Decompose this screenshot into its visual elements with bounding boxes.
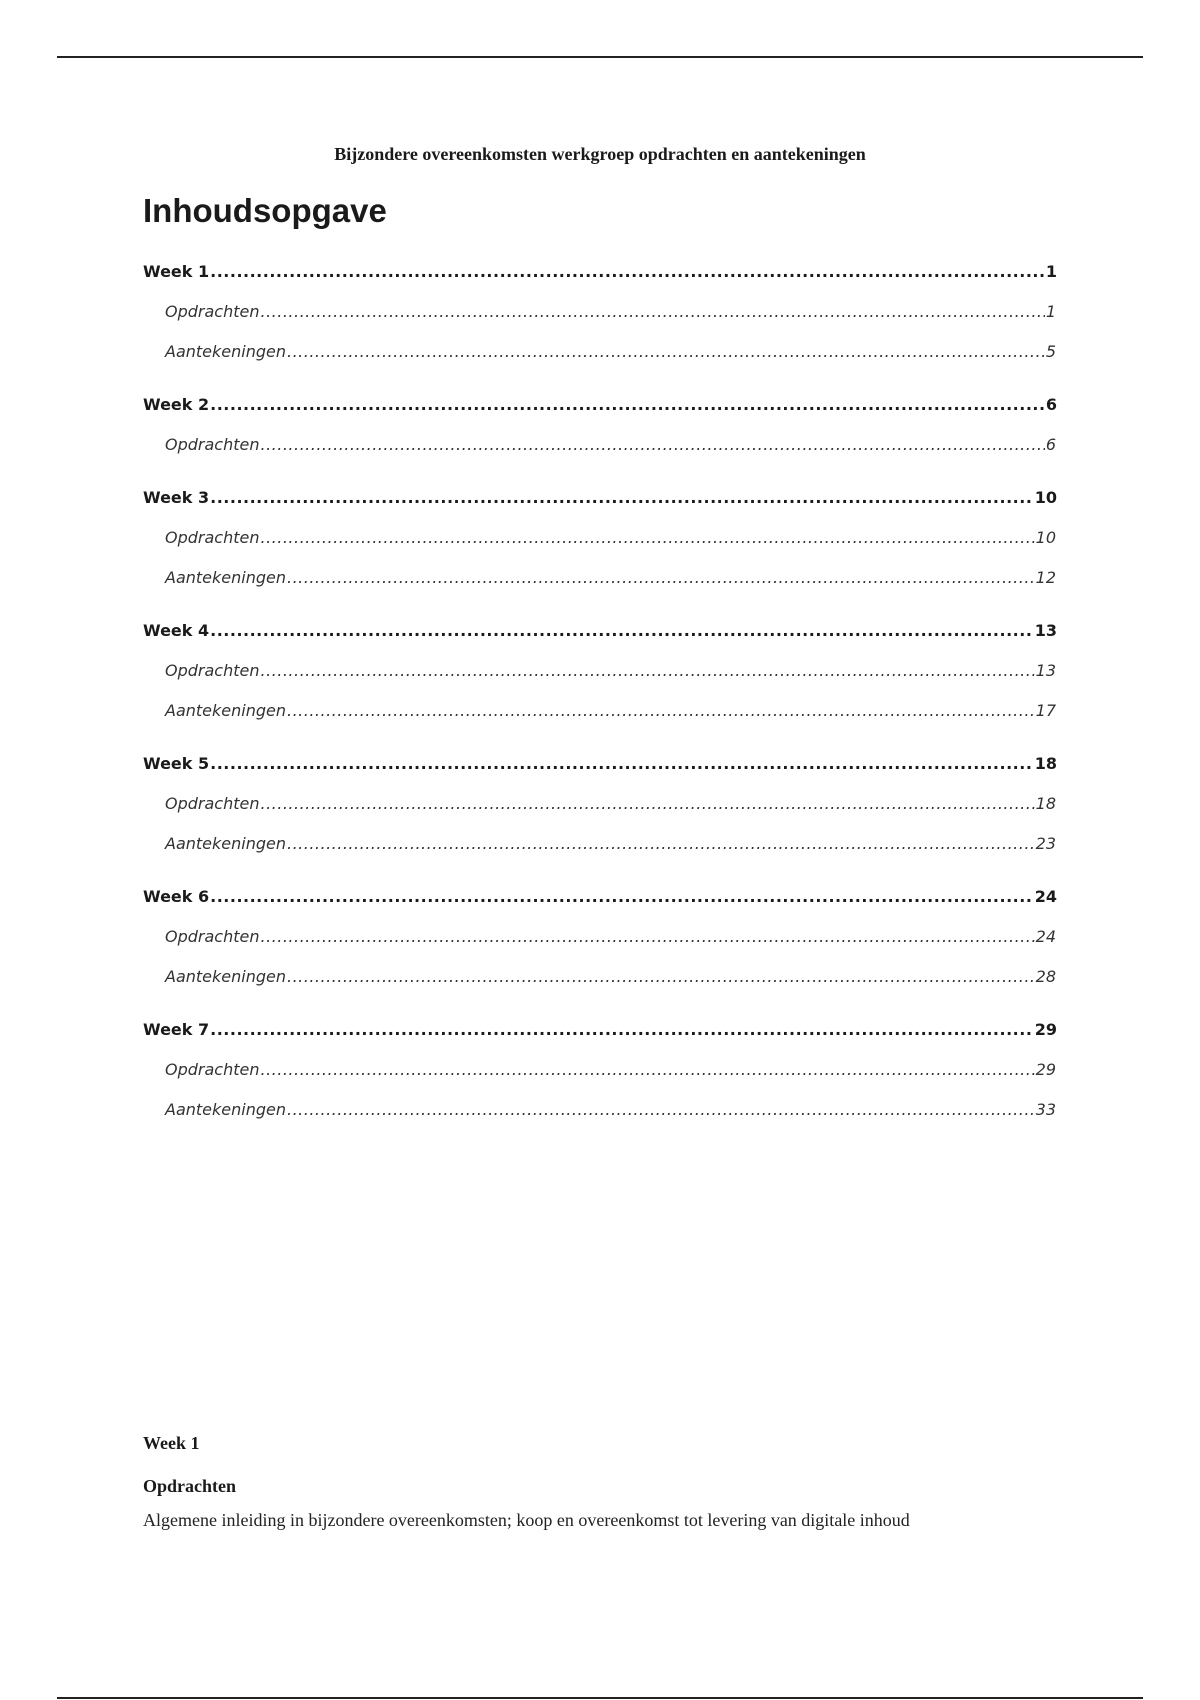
toc-leader [210, 488, 1034, 508]
toc-heading: Inhoudsopgave [143, 192, 387, 229]
toc-entry-week-1[interactable] [143, 262, 1057, 282]
toc-entry-page: 1 [1045, 302, 1056, 321]
toc-entry-week-7[interactable] [143, 1020, 1057, 1040]
toc-leader [287, 834, 1035, 854]
section-heading: Opdrachten [143, 1476, 237, 1496]
toc-entry-label: Week 2 [143, 395, 210, 414]
toc-entry-page: 24 [1035, 927, 1056, 946]
toc-leader [260, 302, 1044, 322]
toc-entry-page: 5 [1045, 342, 1056, 361]
toc-leader [287, 568, 1035, 588]
toc-entry-label: Aantekeningen [165, 701, 286, 720]
toc-entry-page: 18 [1034, 754, 1057, 773]
toc-entry-label: Week 5 [143, 754, 210, 773]
toc-entry-page: 13 [1034, 621, 1057, 640]
toc-entry-week-6-opdrachten[interactable] [165, 927, 1056, 947]
toc-entry-label: Week 7 [143, 1020, 210, 1039]
toc-leader [210, 621, 1034, 641]
toc-entry-label: Week 1 [143, 262, 210, 281]
toc-entry-label: Week 4 [143, 621, 210, 640]
toc-leader [210, 262, 1045, 282]
toc-entry-week-3-opdrachten[interactable] [165, 528, 1056, 548]
toc-entry-week-5-aantekeningen[interactable] [165, 834, 1056, 854]
toc-leader [210, 1020, 1034, 1040]
toc-entry-page: 1 [1045, 262, 1057, 281]
toc-entry-page: 10 [1035, 528, 1056, 547]
toc-entry-week-3-aantekeningen[interactable] [165, 568, 1056, 588]
document-title: Bijzondere overeenkomsten werkgroep opdrachten en aantekeningen [334, 144, 866, 164]
toc-entry-label: Opdrachten [165, 528, 260, 547]
toc-entry-page: 18 [1035, 794, 1056, 813]
toc-entry-label: Opdrachten [165, 435, 260, 454]
toc-entry-week-5-opdrachten[interactable] [165, 794, 1056, 814]
toc-entry-page: 24 [1034, 887, 1057, 906]
toc-entry-page: 29 [1035, 1060, 1056, 1079]
toc-entry-week-4-aantekeningen[interactable] [165, 701, 1056, 721]
toc-entry-label: Aantekeningen [165, 967, 286, 986]
toc-leader [287, 967, 1035, 987]
toc-entry-page: 6 [1045, 395, 1057, 414]
toc-entry-label: Week 3 [143, 488, 210, 507]
toc-leader [287, 1100, 1035, 1120]
toc-entry-page: 28 [1035, 967, 1056, 986]
toc-leader [260, 528, 1034, 548]
toc-entry-week-2-opdrachten[interactable] [165, 435, 1056, 455]
toc-leader [260, 435, 1044, 455]
toc-leader [287, 701, 1035, 721]
toc-leader [210, 887, 1034, 907]
toc-entry-page: 12 [1035, 568, 1056, 587]
toc-entry-week-6[interactable] [143, 887, 1057, 907]
toc-entry-label: Opdrachten [165, 794, 260, 813]
toc-leader [210, 754, 1034, 774]
toc-entry-label: Aantekeningen [165, 342, 286, 361]
toc-entry-label: Aantekeningen [165, 568, 286, 587]
toc-entry-page: 23 [1035, 834, 1056, 853]
week-heading: Week 1 [143, 1433, 200, 1453]
toc-entry-week-7-opdrachten[interactable] [165, 1060, 1056, 1080]
toc-entry-week-3[interactable] [143, 488, 1057, 508]
toc-entry-label: Opdrachten [165, 927, 260, 946]
footer-rule [57, 1697, 1143, 1699]
toc-entry-page: 33 [1035, 1100, 1056, 1119]
toc-entry-week-4[interactable] [143, 621, 1057, 641]
toc-entry-label: Aantekeningen [165, 1100, 286, 1119]
toc-entry-label: Opdrachten [165, 661, 260, 680]
toc-entry-page: 6 [1045, 435, 1056, 454]
toc-entry-page: 13 [1035, 661, 1056, 680]
toc-leader [210, 395, 1045, 415]
toc-entry-week-4-opdrachten[interactable] [165, 661, 1056, 681]
toc-leader [260, 1060, 1034, 1080]
toc-entry-week-2[interactable] [143, 395, 1057, 415]
toc-entry-page: 17 [1035, 701, 1056, 720]
toc-entry-week-5[interactable] [143, 754, 1057, 774]
toc-entry-week-1-aantekeningen[interactable] [165, 342, 1056, 362]
body-paragraph: Algemene inleiding in bijzondere overeenkomsten; koop en overeenkomst tot levering van digitale inhoud [143, 1510, 910, 1530]
toc-entry-week-6-aantekeningen[interactable] [165, 967, 1056, 987]
toc-entry-label: Opdrachten [165, 302, 260, 321]
toc-entry-label: Week 6 [143, 887, 210, 906]
toc-entry-page: 29 [1034, 1020, 1057, 1039]
toc-entry-week-7-aantekeningen[interactable] [165, 1100, 1056, 1120]
toc-entry-page: 10 [1034, 488, 1057, 507]
toc-leader [260, 661, 1034, 681]
toc-leader [260, 927, 1034, 947]
toc-entry-week-1-opdrachten[interactable] [165, 302, 1056, 322]
toc-leader [260, 794, 1034, 814]
toc-leader [287, 342, 1045, 362]
toc-entry-label: Opdrachten [165, 1060, 260, 1079]
toc-entry-label: Aantekeningen [165, 834, 286, 853]
